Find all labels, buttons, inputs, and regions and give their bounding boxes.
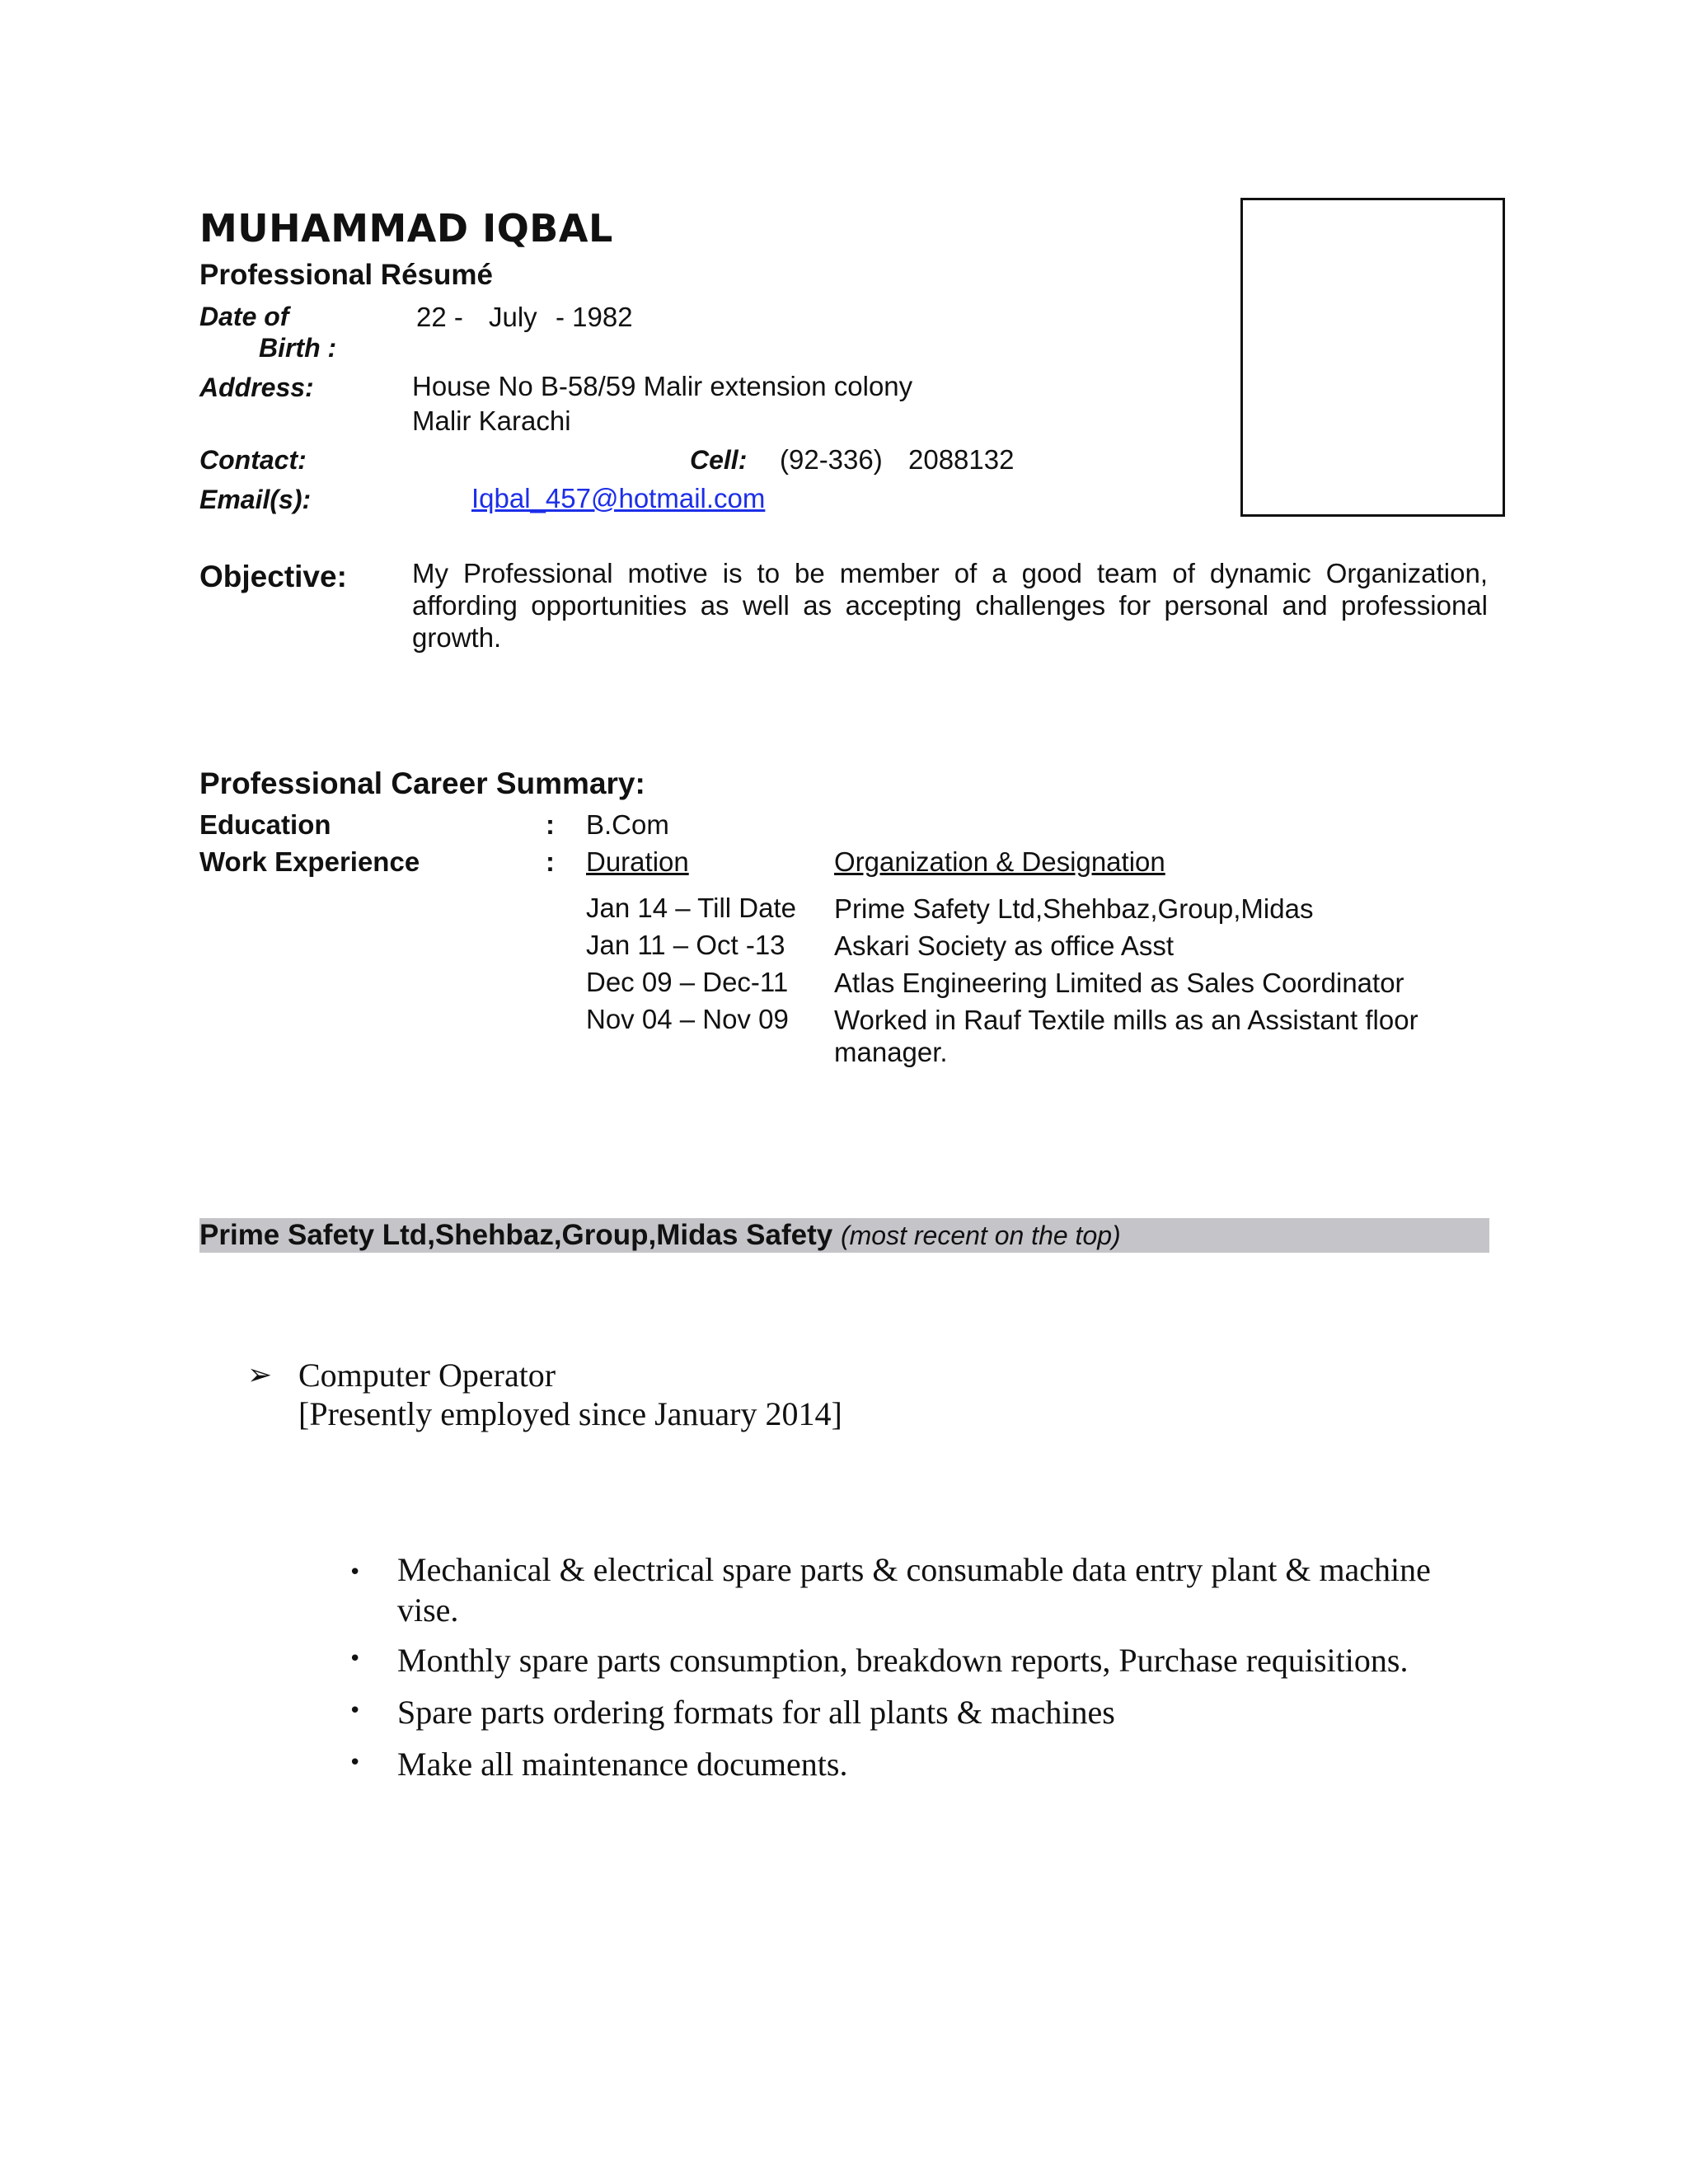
address-line1: House No B-58/59 Malir extension colony <box>412 371 913 401</box>
work-row-duration: Nov 04 – Nov 09 <box>586 1004 789 1034</box>
resume-subtitle: Professional Résumé <box>199 259 493 291</box>
address-line2: Malir Karachi <box>412 405 571 436</box>
bullet-icon: • <box>349 1647 362 1671</box>
employer-heading <box>199 1219 1121 1252</box>
work-row-organization: Worked in Rauf Textile mills as an Assistant floor manager. <box>834 1005 1418 1067</box>
organization-header: Organization & Designation <box>834 846 1165 877</box>
photo-placeholder <box>1240 198 1505 517</box>
address-label: Address: <box>199 373 314 402</box>
work-experience-colon: : <box>546 846 555 877</box>
objective-text: My Professional motive is to be member of a good team of dynamic Organization, affording opportunities as well as accepting challenges for personal and professional growth. <box>412 558 1488 653</box>
education-label: Education <box>199 809 331 840</box>
arrow-bullet-icon: ➢ <box>247 1358 273 1392</box>
dob-day: 22 - <box>416 302 463 332</box>
position-title: Computer Operator <box>298 1357 556 1394</box>
dob-label-line2: Birth : <box>259 333 337 363</box>
bullet-icon: • <box>349 1750 362 1775</box>
bullet-icon: • <box>349 1699 362 1723</box>
cell-number: 2088132 <box>908 444 1015 475</box>
education-colon: : <box>546 809 555 840</box>
duration-header: Duration <box>586 846 689 877</box>
email-label: Email(s): <box>199 485 312 514</box>
work-row-organization: Prime Safety Ltd,Shehbaz,Group,Midas <box>834 893 1314 924</box>
email-link[interactable]: Iqbal_457@hotmail.com <box>471 483 766 513</box>
duty-item: Spare parts ordering formats for all plants & machines <box>397 1694 1115 1731</box>
duty-item: Make all maintenance documents. <box>397 1746 848 1783</box>
employer-company: Prime Safety Ltd,Shehbaz,Group,Midas Safety <box>199 1219 833 1251</box>
work-row-duration: Jan 14 – Till Date <box>586 893 796 923</box>
education-value: B.Com <box>586 809 669 840</box>
dob-year: - 1982 <box>556 302 633 332</box>
bullet-icon: • <box>349 1560 362 1585</box>
employer-note: (most recent on the top) <box>840 1221 1121 1250</box>
dob-label-line1: Date of <box>199 302 289 331</box>
position-tenure: [Presently employed since January 2014] <box>298 1395 842 1432</box>
dob-month: July <box>489 302 537 332</box>
objective-label: Objective: <box>199 560 347 593</box>
work-row-organization: Atlas Engineering Limited as Sales Coordinator <box>834 968 1404 998</box>
cell-code: (92-336) <box>780 444 883 475</box>
work-row-duration: Dec 09 – Dec-11 <box>586 967 789 997</box>
duty-item: Monthly spare parts consumption, breakdown reports, Purchase requisitions. <box>397 1642 1409 1679</box>
candidate-name: MUHAMMAD IQBAL <box>199 206 613 251</box>
cell-label: Cell: <box>690 445 748 475</box>
work-row-duration: Jan 11 – Oct -13 <box>586 930 785 960</box>
contact-label: Contact: <box>199 445 307 475</box>
work-experience-label: Work Experience <box>199 846 420 877</box>
duty-item: Mechanical & electrical spare parts & consumable data entry plant & machine vise. <box>397 1551 1431 1629</box>
career-summary-title: Professional Career Summary: <box>199 766 645 800</box>
work-row-organization: Askari Society as office Asst <box>834 930 1175 961</box>
